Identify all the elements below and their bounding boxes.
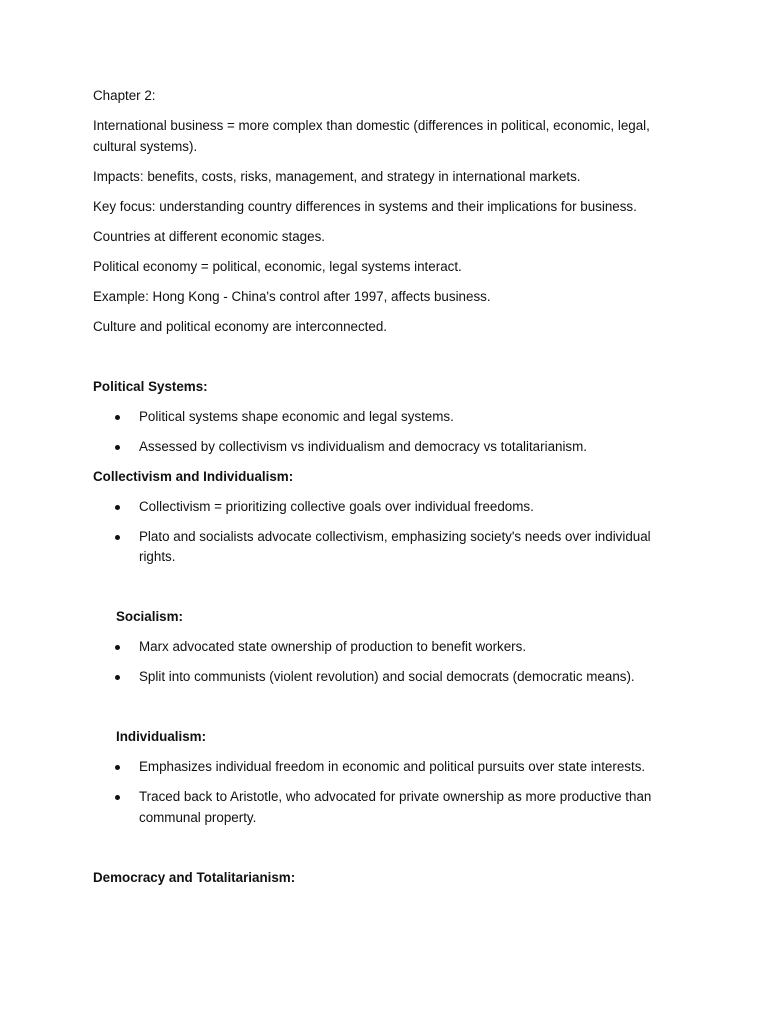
spacer [93, 838, 683, 868]
individualism-heading: Individualism: [116, 729, 207, 744]
document-page [93, 86, 683, 898]
bullet-icon [115, 415, 120, 420]
spacer [93, 697, 683, 727]
intro-paragraph: Impacts: benefits, costs, risks, management, and strategy in international markets. [93, 168, 581, 184]
chapter-title: Chapter 2: [93, 88, 156, 103]
intro-paragraph: International business = more complex than domestic (differences in political, economic, legal, cultural systems). [93, 118, 650, 154]
intro-paragraph: Countries at different economic stages. [93, 228, 325, 244]
democracy-heading: Democracy and Totalitarianism: [93, 869, 296, 885]
spacer [93, 577, 683, 607]
list-item-text: Assessed by collectivism vs individualism and democracy vs totalitarianism. [139, 438, 588, 454]
spacer [93, 347, 683, 377]
list-item [93, 667, 683, 688]
political-systems-heading: Political Systems: [93, 378, 208, 394]
intro-paragraph: Example: Hong Kong - China's control after 1997, affects business. [93, 288, 491, 304]
list-item [93, 757, 683, 778]
bullet-icon [115, 445, 120, 450]
list-item-text: Traced back to Aristotle, who advocated for private ownership as more productive than communal property. [139, 789, 652, 825]
intro-paragraph: Key focus: understanding country differences in systems and their implications for business. [93, 198, 637, 214]
socialism-heading: Socialism: [116, 609, 183, 624]
bullet-icon [115, 645, 120, 650]
bullet-icon [115, 795, 120, 800]
bullet-icon [115, 765, 120, 770]
list-item [93, 787, 683, 828]
list-item [93, 637, 683, 658]
bullet-icon [115, 505, 120, 510]
collectivism-heading: Collectivism and Individualism: [93, 468, 294, 484]
bullet-icon [115, 535, 120, 540]
list-item-text: Plato and socialists advocate collectivism, emphasizing society's needs over individual rights. [139, 528, 651, 564]
list-item [93, 527, 683, 568]
individualism-list [93, 757, 683, 828]
collectivism-list [93, 497, 683, 568]
political-systems-list [93, 407, 683, 458]
intro-paragraph: Political economy = political, economic, legal systems interact. [93, 258, 462, 274]
bullet-icon [115, 675, 120, 680]
list-item-text: Political systems shape economic and legal systems. [139, 408, 454, 424]
intro-paragraph: Culture and political economy are interconnected. [93, 318, 388, 334]
socialism-list [93, 637, 683, 688]
list-item [93, 407, 683, 428]
list-item-text: Emphasizes individual freedom in economic and political pursuits over state interests. [139, 759, 646, 774]
list-item-text: Split into communists (violent revolution) and social democrats (democratic means). [139, 669, 635, 684]
list-item [93, 437, 683, 458]
list-item-text: Collectivism = prioritizing collective goals over individual freedoms. [139, 498, 534, 514]
list-item-text: Marx advocated state ownership of production to benefit workers. [139, 639, 527, 654]
list-item [93, 497, 683, 518]
